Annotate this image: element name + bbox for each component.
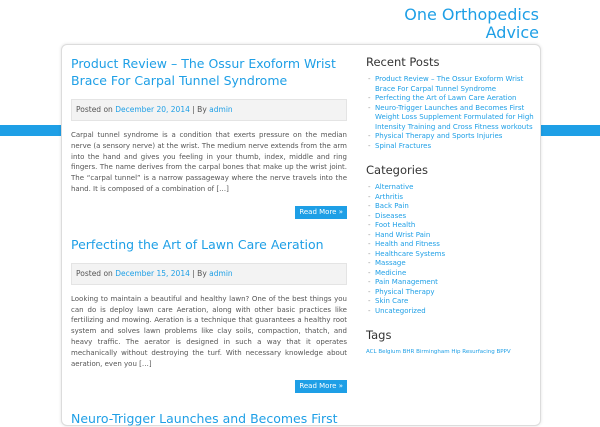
post-title[interactable]: Product Review – The Ossur Exoform Wrist Brace For Carpal Tunnel Syndrome xyxy=(71,56,336,88)
recent-post-link[interactable]: - Neuro-Trigger Launches and Becomes First Weight Loss Supplement Formulated for High Intensity Training and Cross Fitness workouts xyxy=(366,104,538,133)
category-link[interactable]: - Hand Wrist Pain xyxy=(366,231,538,241)
post-1 xyxy=(71,55,347,219)
read-more-button[interactable]: Read More » xyxy=(295,206,347,219)
posted-on-label: Posted on xyxy=(76,105,113,114)
post-title[interactable]: Neuro-Trigger Launches and Becomes First xyxy=(71,411,338,427)
main-content xyxy=(71,55,347,427)
category-link[interactable]: - Health and Fitness xyxy=(366,240,538,250)
category-link[interactable]: - Massage xyxy=(366,259,538,269)
site-title[interactable]: One Orthopedics Advice xyxy=(404,5,539,42)
tag-cloud[interactable]: ACL Belgium BHR Birmingham Hip Resurfacing BPPV xyxy=(366,349,511,355)
recent-post-link[interactable]: - Physical Therapy and Sports Injuries xyxy=(366,132,538,142)
recent-post-link[interactable]: - Spinal Fractures xyxy=(366,142,538,152)
recent-posts-widget xyxy=(366,55,538,151)
widget-title: Categories xyxy=(366,163,428,177)
category-link[interactable]: - Diseases xyxy=(366,212,538,222)
post-title[interactable]: Perfecting the Art of Lawn Care Aeration xyxy=(71,236,324,252)
post-date-link[interactable]: December 15, 2014 xyxy=(115,268,190,278)
content-card xyxy=(61,44,541,426)
category-link[interactable]: - Uncategorized xyxy=(366,307,538,317)
post-2 xyxy=(71,236,347,394)
post-excerpt: Looking to maintain a beautiful and healthy lawn? One of the best things you can do is deploy lawn care Aeration, along with other basic practices like fertilizing and mowing. Aeration is a technique that guarantees a healthy root system and solves lawn problems like clay soils, compaction, thatch, and heavy traffic. The aerator is designed in such a way that it operates mechanically without destroying the turf. With necessary knowledge about aeration, even you […] xyxy=(71,294,347,368)
recent-post-link[interactable]: - Perfecting the Art of Lawn Care Aeration xyxy=(366,94,538,104)
by-label: | By xyxy=(192,105,207,114)
widget-title: Tags xyxy=(366,328,392,342)
category-link[interactable]: - Physical Therapy xyxy=(366,288,538,298)
category-link[interactable]: - Pain Management xyxy=(366,278,538,288)
category-link[interactable]: - Healthcare Systems xyxy=(366,250,538,260)
category-link[interactable]: - Arthritis xyxy=(366,193,538,203)
post-3 xyxy=(71,410,347,427)
post-excerpt: Carpal tunnel syndrome is a condition that exerts pressure on the median nerve (a sensory nerve) at the wrist. The medium nerve extends from the arm into the hand and gives you feeling in your thumb, index, middle and ring fingers. The name derives from the carpal bones that make up the wrist joint. The “carpal tunnel” is a narrow passageway where the nerve travels into the hand. It is composed of a combination of […] xyxy=(71,131,347,193)
recent-post-link[interactable]: - Product Review – The Ossur Exoform Wrist Brace For Carpal Tunnel Syndrome xyxy=(366,75,538,94)
read-more-button[interactable]: Read More » xyxy=(295,380,347,393)
tags-widget xyxy=(366,328,538,356)
category-link[interactable]: - Alternative xyxy=(366,183,538,193)
posted-on-label: Posted on xyxy=(76,268,113,278)
category-link[interactable]: - Medicine xyxy=(366,269,538,279)
widget-title: Recent Posts xyxy=(366,55,440,69)
category-link[interactable]: - Foot Health xyxy=(366,221,538,231)
category-link[interactable]: - Back Pain xyxy=(366,202,538,212)
post-meta xyxy=(71,263,347,285)
categories-widget xyxy=(366,163,538,316)
post-author-link[interactable]: admin xyxy=(209,105,233,114)
sidebar xyxy=(366,55,538,356)
post-author-link[interactable]: admin xyxy=(209,268,233,278)
by-label: | By xyxy=(192,268,207,278)
post-date-link[interactable]: December 20, 2014 xyxy=(115,105,190,114)
post-meta xyxy=(71,99,347,121)
category-link[interactable]: - Skin Care xyxy=(366,297,538,307)
